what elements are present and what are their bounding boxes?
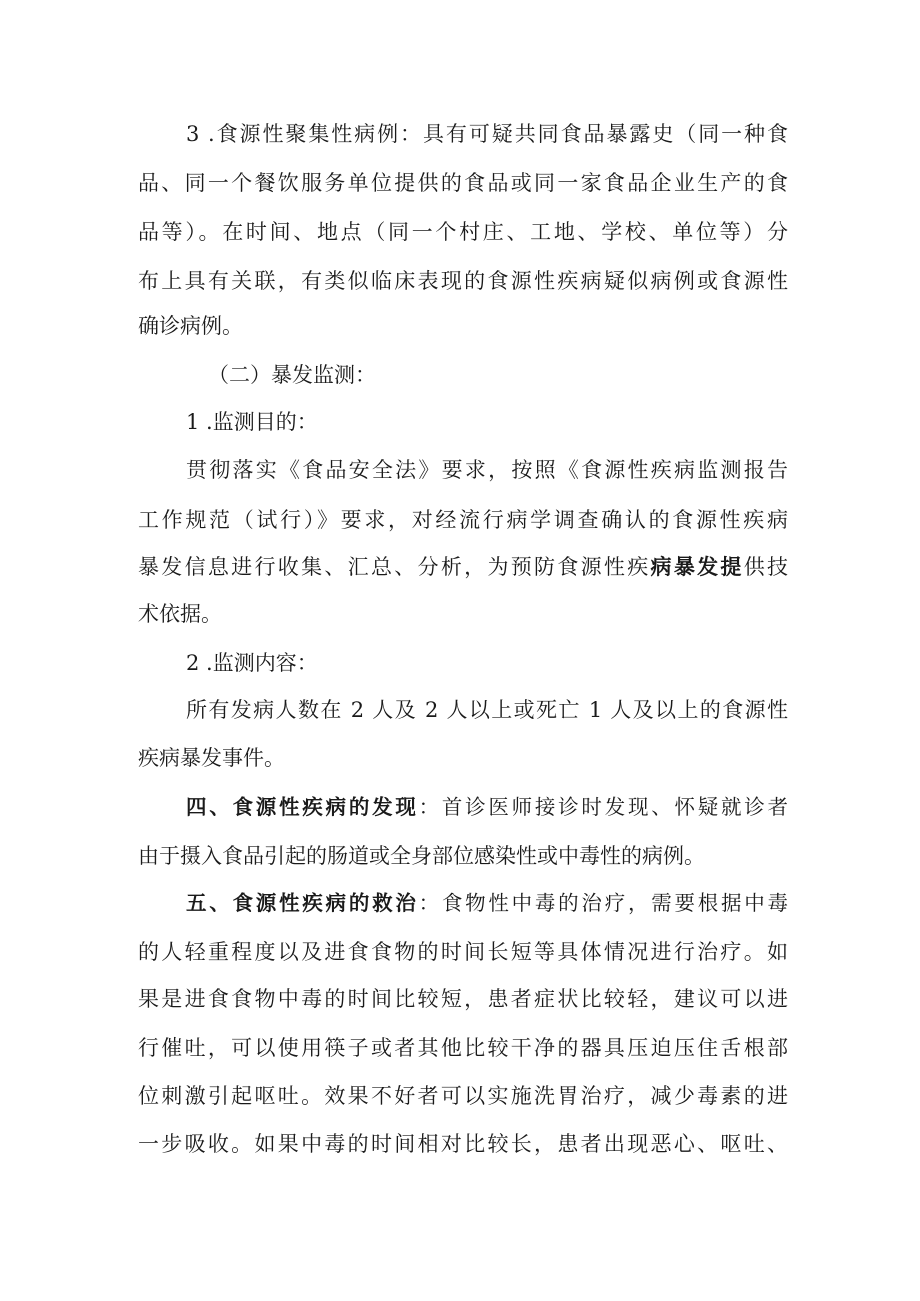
section-heading: 四、食源性疾病的发现	[186, 795, 419, 819]
text-run: 暴发信息进行收集、汇总、分析，为预防食源性疾	[138, 555, 651, 579]
paragraph-line: 术依据。	[138, 602, 222, 626]
section-five-line	[186, 883, 788, 923]
bold-text-run: 病暴发提	[650, 555, 744, 579]
paragraph-line: 位刺激引起呕吐。效果不好者可以实施洗胃治疗，减少毒素的进	[138, 1084, 788, 1108]
section-subheading: （二）暴发监测：	[208, 363, 376, 387]
paragraph-line: 的人轻重程度以及进食食物的时间长短等具体情况进行治疗。如	[138, 940, 788, 964]
paragraph-line: 确诊病例。	[138, 314, 243, 338]
paragraph-line: 果是进食食物中毒的时间比较短，患者症状比较轻，建议可以进	[138, 987, 788, 1011]
section-heading: 五、食源性疾病的救治	[186, 891, 419, 915]
paragraph-line: 品等）。在时间、地点（同一个村庄、工地、学校、单位等）分	[138, 220, 788, 244]
item-heading: 1 .监测目的：	[186, 410, 318, 434]
text-run: ：食物性中毒的治疗，需要根据中毒	[418, 891, 788, 915]
paragraph-line: 3 .食源性聚集性病例：具有可疑共同食品暴露史（同一种食	[186, 122, 788, 146]
section-four-line	[186, 787, 788, 827]
paragraph-line: 贯彻落实《食品安全法》要求，按照《食源性疾病监测报告	[186, 458, 788, 482]
text-run: 供技	[743, 555, 788, 579]
paragraph-line: 所有发病人数在 2 人及 2 人以上或死亡 1 人及以上的食源性	[186, 698, 788, 722]
paragraph-line	[138, 547, 788, 587]
paragraph-line: 疾病暴发事件。	[138, 746, 285, 770]
paragraph-line: 品、同一个餐饮服务单位提供的食品或同一家食品企业生产的食	[138, 171, 788, 195]
item-heading: 2 .监测内容：	[186, 651, 318, 675]
text-run: ：首诊医师接诊时发现、怀疑就诊者	[418, 795, 788, 819]
paragraph-line: 一步吸收。如果中毒的时间相对比较长，患者出现恶心、呕吐、	[138, 1132, 788, 1156]
paragraph-line: 工作规范（试行）》要求，对经流行病学调查确认的食源性疾病	[138, 508, 788, 532]
paragraph-line: 由于摄入食品引起的肠道或全身部位感染性或中毒性的病例。	[138, 844, 705, 868]
paragraph-line: 布上具有关联，有类似临床表现的食源性疾病疑似病例或食源性	[138, 269, 788, 293]
paragraph-line: 行催吐，可以使用筷子或者其他比较干净的器具压迫压住舌根部	[138, 1036, 788, 1060]
